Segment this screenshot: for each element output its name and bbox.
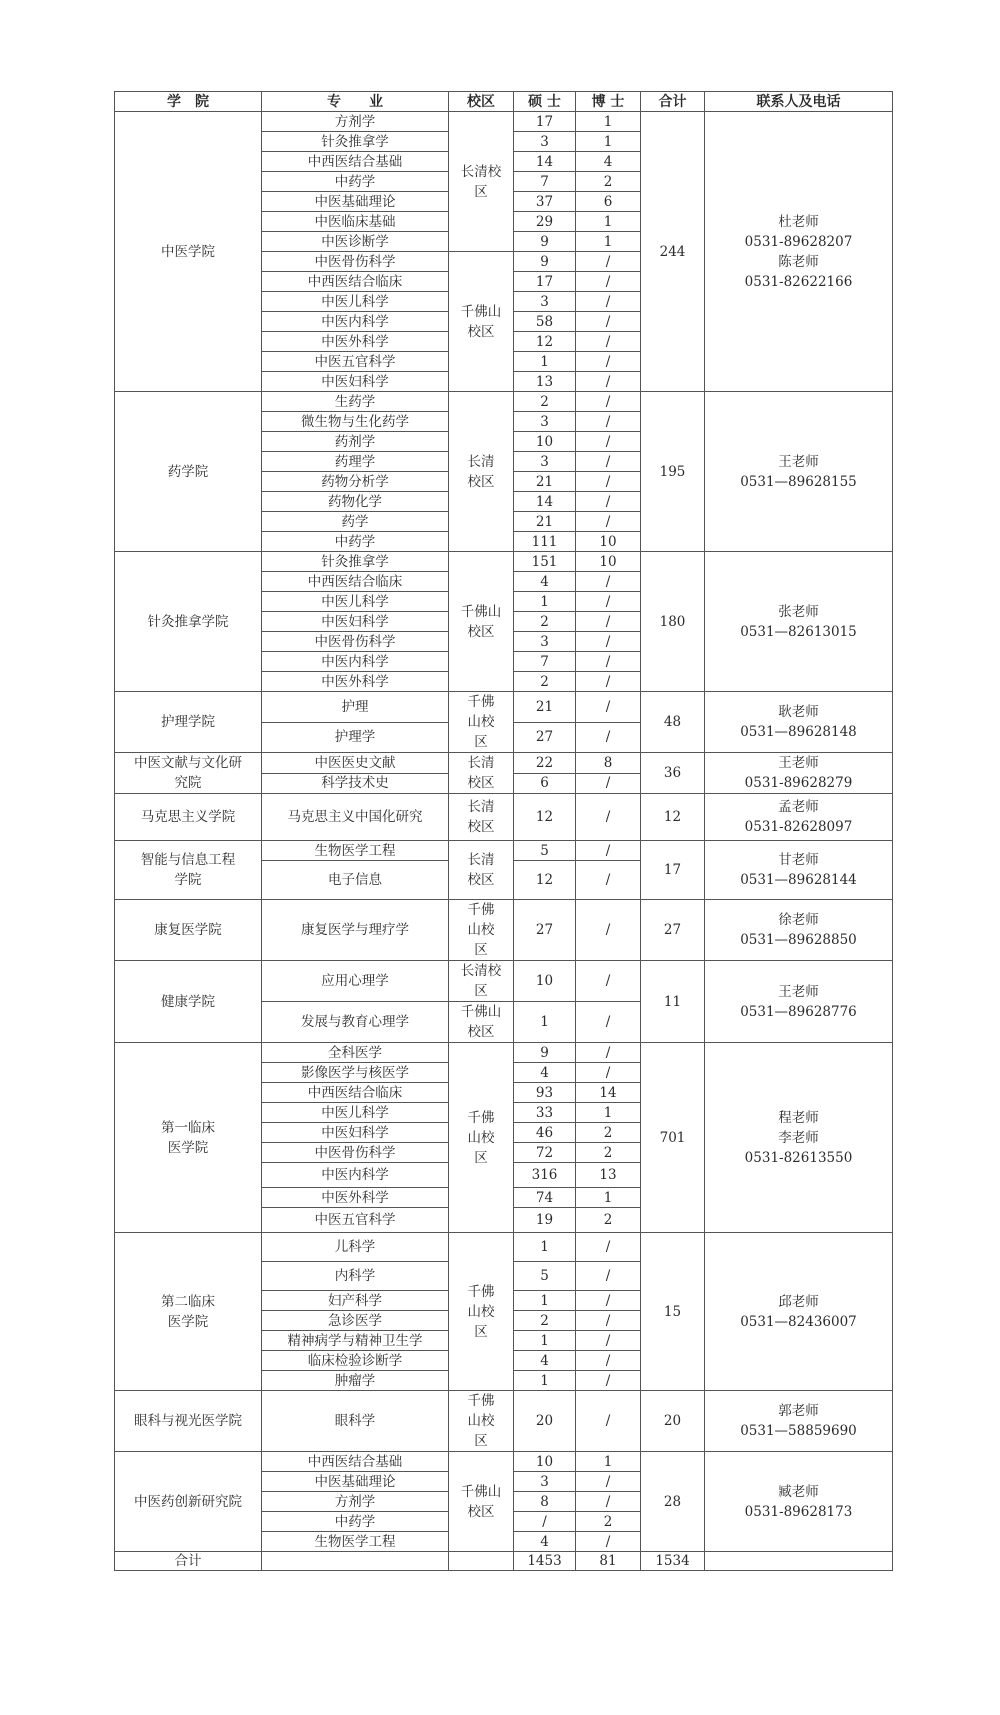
doctor-count-cell: /	[576, 1391, 641, 1452]
doctor-count-cell: 2	[576, 1208, 641, 1233]
doctor-count-cell: 2	[576, 1123, 641, 1143]
contact-cell	[705, 692, 893, 753]
doctor-count-cell: /	[576, 312, 641, 332]
master-count-cell: 21	[514, 472, 576, 492]
doctor-count-cell: 2	[576, 172, 641, 192]
doctor-count-cell: /	[576, 272, 641, 292]
major-cell: 生物医学工程	[262, 1532, 449, 1552]
master-count-cell: 19	[514, 1208, 576, 1233]
contact-cell	[705, 1043, 893, 1233]
header-doctor: 博 士	[576, 92, 641, 112]
doctor-count-cell: /	[576, 432, 641, 452]
master-count-cell: 27	[514, 900, 576, 961]
contact-line: 0531-89628173	[744, 1503, 853, 1520]
major-cell: 中医诊断学	[262, 232, 449, 252]
contact-line: 0531-89628279	[744, 775, 853, 791]
doctor-count-cell: /	[576, 794, 641, 841]
doctor-count-cell: /	[576, 672, 641, 692]
master-count-cell: 7	[514, 652, 576, 672]
master-count-cell: 72	[514, 1143, 576, 1163]
master-count-cell: 17	[514, 272, 576, 292]
campus-cell: 千佛山 校区	[449, 252, 514, 392]
campus-cell: 长清校 区	[449, 961, 514, 1002]
campus-cell: 千佛山 校区	[449, 1002, 514, 1043]
doctor-count-cell: /	[576, 392, 641, 412]
college-total-cell: 27	[641, 900, 705, 961]
contact-cell	[705, 1391, 893, 1452]
major-cell: 药理学	[262, 452, 449, 472]
doctor-count-cell: 4	[576, 152, 641, 172]
master-count-cell: 12	[514, 332, 576, 352]
campus-cell: 千佛 山校 区	[449, 1233, 514, 1391]
college-cell: 护理学院	[115, 692, 262, 753]
campus-cell: 千佛 山校 区	[449, 900, 514, 961]
doctor-count-cell: /	[576, 632, 641, 652]
doctor-count-cell: /	[576, 1063, 641, 1083]
master-count-cell: 3	[514, 632, 576, 652]
college-cell: 康复医学院	[115, 900, 262, 961]
campus-cell: 千佛山 校区	[449, 1452, 514, 1552]
doctor-count-cell: 2	[576, 1143, 641, 1163]
major-cell: 生药学	[262, 392, 449, 412]
major-cell: 科学技术史	[262, 773, 449, 794]
campus-cell: 长清 校区	[449, 841, 514, 900]
contact-line: 0531—89628148	[740, 724, 857, 740]
doctor-count-cell: /	[576, 1371, 641, 1391]
contact-cell	[705, 841, 893, 900]
doctor-count-cell: 1	[576, 112, 641, 132]
doctor-count-cell: 10	[576, 532, 641, 552]
college-total-cell: 20	[641, 1391, 705, 1452]
major-cell: 中西医结合基础	[262, 1452, 449, 1472]
major-cell: 影像医学与核医学	[262, 1063, 449, 1083]
contact-cell	[705, 753, 893, 794]
contact-line: 臧老师	[778, 1483, 819, 1500]
contact-line: 徐老师	[778, 912, 819, 928]
doctor-count-cell: /	[576, 452, 641, 472]
contact-line: 0531—82613015	[740, 623, 857, 640]
doctor-count-cell: /	[576, 722, 641, 753]
major-cell: 中医内科学	[262, 652, 449, 672]
major-cell: 妇产科学	[262, 1291, 449, 1311]
table-row	[115, 961, 893, 1002]
contact-line: 甘老师	[778, 852, 819, 868]
contact-line: 0531-82613550	[744, 1149, 853, 1166]
master-count-cell: 1	[514, 352, 576, 372]
college-total-cell: 244	[641, 112, 705, 392]
major-cell: 中医外科学	[262, 672, 449, 692]
major-cell: 中医骨伤科学	[262, 252, 449, 272]
contact-line: 郭老师	[778, 1403, 819, 1419]
header-college: 学 院	[115, 92, 262, 112]
doctor-count-cell: /	[576, 1291, 641, 1311]
master-count-cell: /	[514, 1512, 576, 1532]
contact-line: 0531-82622166	[744, 273, 853, 290]
master-count-cell: 8	[514, 1492, 576, 1512]
master-count-cell: 1	[514, 1233, 576, 1262]
master-count-cell: 6	[514, 773, 576, 794]
major-cell: 临床检验诊断学	[262, 1351, 449, 1371]
major-cell: 方剂学	[262, 1492, 449, 1512]
master-count-cell: 29	[514, 212, 576, 232]
major-cell: 中西医结合临床	[262, 1083, 449, 1103]
doctor-count-cell: /	[576, 512, 641, 532]
major-cell: 精神病学与精神卫生学	[262, 1331, 449, 1351]
contact-line: 0531—58859690	[740, 1423, 857, 1439]
table-row	[115, 753, 893, 774]
doctor-count-cell: 8	[576, 753, 641, 774]
doctor-count-cell: /	[576, 1043, 641, 1063]
doctor-count-cell: 1	[576, 1188, 641, 1208]
doctor-count-cell: /	[576, 1311, 641, 1331]
table-row	[115, 900, 893, 961]
major-cell: 中医妇科学	[262, 1123, 449, 1143]
college-total-cell: 17	[641, 841, 705, 900]
master-count-cell: 5	[514, 1262, 576, 1291]
campus-cell: 长清校 区	[449, 112, 514, 252]
enrollment-table-container	[114, 91, 892, 1597]
campus-cell: 千佛山 校区	[449, 552, 514, 692]
doctor-count-cell: /	[576, 1472, 641, 1492]
doctor-count-cell: /	[576, 412, 641, 432]
major-cell: 中西医结合临床	[262, 572, 449, 592]
doctor-count-cell: 13	[576, 1163, 641, 1188]
contact-line: 李老师	[778, 1129, 819, 1146]
master-count-cell: 3	[514, 292, 576, 312]
table-row	[115, 552, 893, 572]
table-row	[115, 1452, 893, 1472]
major-cell: 中医基础理论	[262, 192, 449, 212]
table-row	[115, 392, 893, 412]
contact-line: 0531—89628776	[740, 1003, 857, 1020]
doctor-count-cell: 6	[576, 192, 641, 212]
campus-cell: 千佛 山校 区	[449, 692, 514, 753]
college-cell: 中医药创新研究院	[115, 1452, 262, 1552]
major-cell: 电子信息	[262, 861, 449, 900]
major-cell: 马克思主义中国化研究	[262, 794, 449, 841]
master-count-cell: 3	[514, 452, 576, 472]
master-count-cell: 14	[514, 492, 576, 512]
college-cell: 第一临床 医学院	[115, 1043, 262, 1233]
doctor-count-cell: /	[576, 1532, 641, 1552]
header-master: 硕 士	[514, 92, 576, 112]
contact-line: 0531—89628850	[740, 932, 857, 948]
major-cell: 全科医学	[262, 1043, 449, 1063]
contact-cell	[705, 794, 893, 841]
major-cell: 中医医史文献	[262, 753, 449, 774]
table-row	[115, 1233, 893, 1262]
contact-cell	[705, 900, 893, 961]
campus-cell: 长清 校区	[449, 794, 514, 841]
master-count-cell: 7	[514, 172, 576, 192]
contact-cell	[705, 552, 893, 692]
master-count-cell: 1	[514, 592, 576, 612]
doctor-count-cell: /	[576, 372, 641, 392]
master-count-cell: 58	[514, 312, 576, 332]
major-cell: 微生物与生化药学	[262, 412, 449, 432]
header-row	[115, 92, 893, 112]
enrollment-table	[114, 91, 893, 1571]
campus-cell: 千佛 山校 区	[449, 1043, 514, 1233]
major-cell: 生物医学工程	[262, 841, 449, 861]
major-cell: 护理	[262, 692, 449, 723]
major-cell: 肿瘤学	[262, 1371, 449, 1391]
contact-line: 孟老师	[778, 799, 819, 815]
contact-line: 0531—82436007	[740, 1313, 857, 1330]
total-row	[115, 1552, 893, 1571]
master-count-cell: 1	[514, 1291, 576, 1311]
master-count-cell: 2	[514, 612, 576, 632]
major-cell: 中医骨伤科学	[262, 1143, 449, 1163]
contact-cell	[705, 112, 893, 392]
doctor-count-cell: /	[576, 292, 641, 312]
master-count-cell: 46	[514, 1123, 576, 1143]
master-count-cell: 37	[514, 192, 576, 212]
doctor-count-cell: 1	[576, 132, 641, 152]
major-cell: 中医骨伤科学	[262, 632, 449, 652]
campus-cell: 长清 校区	[449, 392, 514, 552]
master-count-cell: 4	[514, 572, 576, 592]
master-count-cell: 3	[514, 412, 576, 432]
master-count-cell: 9	[514, 252, 576, 272]
doctor-count-cell: /	[576, 1262, 641, 1291]
doctor-count-cell: 1	[576, 232, 641, 252]
college-total-cell: 195	[641, 392, 705, 552]
major-cell: 药物分析学	[262, 472, 449, 492]
major-cell: 中医儿科学	[262, 1103, 449, 1123]
master-count-cell: 21	[514, 512, 576, 532]
major-cell: 中医内科学	[262, 312, 449, 332]
major-cell: 中医五官科学	[262, 1208, 449, 1233]
doctor-count-cell: 1	[576, 1103, 641, 1123]
master-count-cell: 3	[514, 132, 576, 152]
doctor-count-cell: /	[576, 861, 641, 900]
major-cell: 康复医学与理疗学	[262, 900, 449, 961]
college-total-cell: 15	[641, 1233, 705, 1391]
college-cell: 健康学院	[115, 961, 262, 1043]
major-cell: 中医外科学	[262, 332, 449, 352]
master-count-cell: 1	[514, 1002, 576, 1043]
contact-cell	[705, 1233, 893, 1391]
master-count-cell: 21	[514, 692, 576, 723]
contact-line: 程老师	[778, 1109, 819, 1126]
master-count-cell: 12	[514, 794, 576, 841]
contact-line: 张老师	[778, 603, 819, 620]
doctor-count-cell: 10	[576, 552, 641, 572]
contact-line: 0531-89628207	[744, 233, 853, 250]
college-cell: 第二临床 医学院	[115, 1233, 262, 1391]
master-count-cell: 14	[514, 152, 576, 172]
master-count-cell: 22	[514, 753, 576, 774]
header-contact: 联系人及电话	[705, 92, 893, 112]
doctor-count-cell: /	[576, 773, 641, 794]
major-cell: 针灸推拿学	[262, 132, 449, 152]
major-cell: 中医妇科学	[262, 372, 449, 392]
contact-line: 耿老师	[778, 704, 819, 720]
doctor-count-cell: /	[576, 492, 641, 512]
major-cell: 护理学	[262, 722, 449, 753]
contact-line: 邱老师	[778, 1293, 819, 1310]
master-count-cell: 93	[514, 1083, 576, 1103]
major-cell: 应用心理学	[262, 961, 449, 1002]
contact-line: 王老师	[778, 755, 819, 771]
master-count-cell: 2	[514, 1311, 576, 1331]
major-cell: 中医妇科学	[262, 612, 449, 632]
major-cell: 中药学	[262, 172, 449, 192]
master-count-cell: 33	[514, 1103, 576, 1123]
contact-cell	[705, 961, 893, 1043]
master-count-cell: 3	[514, 1472, 576, 1492]
master-count-cell: 151	[514, 552, 576, 572]
contact-line: 王老师	[778, 453, 819, 470]
doctor-count-cell: /	[576, 572, 641, 592]
college-total-cell: 36	[641, 753, 705, 794]
doctor-count-cell: /	[576, 332, 641, 352]
doctor-count-cell: /	[576, 1002, 641, 1043]
table-row	[115, 794, 893, 841]
major-cell: 中医儿科学	[262, 292, 449, 312]
college-total-cell: 701	[641, 1043, 705, 1233]
contact-line: 0531—89628144	[740, 872, 857, 888]
table-row	[115, 841, 893, 861]
master-count-cell: 10	[514, 1452, 576, 1472]
table-row	[115, 1391, 893, 1452]
header-major: 专 业	[262, 92, 449, 112]
header-total: 合计	[641, 92, 705, 112]
college-cell: 眼科与视光医学院	[115, 1391, 262, 1452]
major-cell: 发展与教育心理学	[262, 1002, 449, 1043]
major-cell: 中药学	[262, 532, 449, 552]
campus-cell: 长清 校区	[449, 753, 514, 794]
contact-line: 杜老师	[778, 213, 819, 230]
doctor-count-cell: /	[576, 692, 641, 723]
master-count-cell: 316	[514, 1163, 576, 1188]
major-cell: 方剂学	[262, 112, 449, 132]
college-cell: 药学院	[115, 392, 262, 552]
major-cell: 内科学	[262, 1262, 449, 1291]
doctor-count-cell: /	[576, 1351, 641, 1371]
master-count-cell: 2	[514, 672, 576, 692]
master-count-cell: 4	[514, 1063, 576, 1083]
master-count-cell: 2	[514, 392, 576, 412]
contact-cell	[705, 1452, 893, 1552]
doctor-count-cell: 1	[576, 1452, 641, 1472]
master-count-cell: 20	[514, 1391, 576, 1452]
doctor-count-cell: /	[576, 252, 641, 272]
master-count-cell: 5	[514, 841, 576, 861]
master-count-cell: 17	[514, 112, 576, 132]
master-count-cell: 27	[514, 722, 576, 753]
doctor-count-cell: /	[576, 1233, 641, 1262]
master-count-cell: 12	[514, 861, 576, 900]
doctor-count-cell: /	[576, 1492, 641, 1512]
total-contact	[705, 1552, 893, 1571]
master-count-cell: 10	[514, 432, 576, 452]
college-total-cell: 12	[641, 794, 705, 841]
college-cell: 中医文献与文化研 究院	[115, 753, 262, 794]
grand-total: 1534	[641, 1552, 705, 1571]
doctor-count-cell: 14	[576, 1083, 641, 1103]
doctor-count-cell: /	[576, 612, 641, 632]
doctor-count-cell: /	[576, 841, 641, 861]
major-cell: 中医临床基础	[262, 212, 449, 232]
major-cell: 药剂学	[262, 432, 449, 452]
college-cell: 马克思主义学院	[115, 794, 262, 841]
contact-cell	[705, 392, 893, 552]
contact-line: 陈老师	[778, 253, 819, 270]
table-row	[115, 112, 893, 132]
master-count-cell: 1	[514, 1371, 576, 1391]
header-campus: 校区	[449, 92, 514, 112]
master-count-cell: 1	[514, 1331, 576, 1351]
major-cell: 药物化学	[262, 492, 449, 512]
master-count-cell: 10	[514, 961, 576, 1002]
college-total-cell: 11	[641, 961, 705, 1043]
master-count-cell: 9	[514, 1043, 576, 1063]
doctor-count-cell: /	[576, 472, 641, 492]
college-total-cell: 48	[641, 692, 705, 753]
doctor-count-cell: 2	[576, 1512, 641, 1532]
college-cell: 智能与信息工程 学院	[115, 841, 262, 900]
major-cell: 药学	[262, 512, 449, 532]
total-master: 1453	[514, 1552, 576, 1571]
total-major	[262, 1552, 449, 1571]
table-row	[115, 692, 893, 723]
college-total-cell: 180	[641, 552, 705, 692]
major-cell: 中医外科学	[262, 1188, 449, 1208]
total-doctor: 81	[576, 1552, 641, 1571]
master-count-cell: 9	[514, 232, 576, 252]
doctor-count-cell: /	[576, 961, 641, 1002]
college-cell: 中医学院	[115, 112, 262, 392]
table-body	[115, 112, 893, 1552]
major-cell: 中医五官科学	[262, 352, 449, 372]
master-count-cell: 4	[514, 1351, 576, 1371]
major-cell: 眼科学	[262, 1391, 449, 1452]
contact-line: 王老师	[778, 983, 819, 1000]
major-cell: 急诊医学	[262, 1311, 449, 1331]
college-cell: 针灸推拿学院	[115, 552, 262, 692]
major-cell: 针灸推拿学	[262, 552, 449, 572]
major-cell: 中西医结合基础	[262, 152, 449, 172]
doctor-count-cell: /	[576, 352, 641, 372]
major-cell: 中医基础理论	[262, 1472, 449, 1492]
major-cell: 儿科学	[262, 1233, 449, 1262]
major-cell: 中医儿科学	[262, 592, 449, 612]
doctor-count-cell: /	[576, 1331, 641, 1351]
major-cell: 中药学	[262, 1512, 449, 1532]
contact-line: 0531-82628097	[744, 819, 853, 835]
total-campus	[449, 1552, 514, 1571]
doctor-count-cell: /	[576, 652, 641, 672]
master-count-cell: 4	[514, 1532, 576, 1552]
total-label: 合计	[115, 1552, 262, 1571]
contact-line: 0531—89628155	[740, 473, 857, 490]
master-count-cell: 111	[514, 532, 576, 552]
major-cell: 中医内科学	[262, 1163, 449, 1188]
doctor-count-cell: /	[576, 592, 641, 612]
master-count-cell: 13	[514, 372, 576, 392]
master-count-cell: 74	[514, 1188, 576, 1208]
college-total-cell: 28	[641, 1452, 705, 1552]
doctor-count-cell: /	[576, 900, 641, 961]
major-cell: 中西医结合临床	[262, 272, 449, 292]
table-row	[115, 1043, 893, 1063]
doctor-count-cell: 1	[576, 212, 641, 232]
campus-cell: 千佛 山校 区	[449, 1391, 514, 1452]
